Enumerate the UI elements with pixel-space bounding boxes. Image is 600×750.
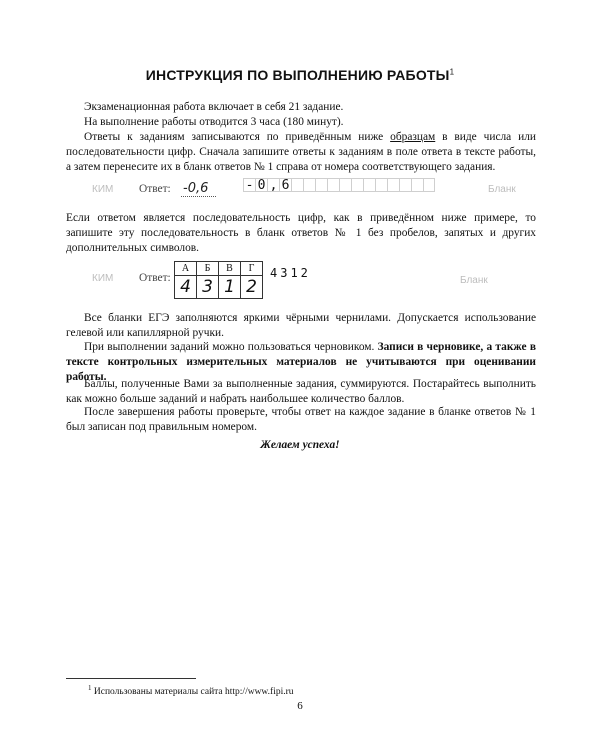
footnote [88,684,294,697]
blank-cell: , [267,178,279,192]
answers-instructions [66,130,536,175]
grid-header-a: А [175,262,197,276]
rules-p2-text: При выполнении заданий можно пользоваться черновиком. [84,341,378,353]
sequence-instructions: Если ответом является последовательность цифр, как в приведённом ниже примере, то запишите эту последовательность в бланк ответов № 1 без пробелов, запятых и других дополнительных символов. [66,212,536,254]
title-text: ИНСТРУКЦИЯ ПО ВЫПОЛНЕНИЮ РАБОТЫ [145,67,450,83]
blank-cells-1 [243,178,435,192]
answers-text-post: в виде числа или последовательности цифр. Сначала запишите ответы к заданиям в поле ответа в тексте работы, а затем перенесите их в бланк ответов № 1 справа от номера соответствующего задания. [66,131,537,173]
kim-label-1: КИМ [92,184,114,195]
intro-line-2 [66,115,536,130]
grid-header-b: Б [197,262,219,276]
blank-cell [291,178,303,192]
grid-value-v: 1 [219,276,241,299]
intro-line-1-text: Экзаменационная работа включает в себя 21 задание. [84,101,344,113]
intro-line-2-text: На выполнение работы отводится 3 часа (180 минут). [84,116,344,128]
blank-cell: - [243,178,255,192]
grid-header-v: В [219,262,241,276]
blank-cell: 0 [255,178,267,192]
footnote-ref: 1 [88,684,92,692]
rules-p1: Все бланки ЕГЭ заполняются яркими чёрными чернилами. Допускается использование гелевой или капиллярной ручки. [66,312,536,339]
rules-p3: Баллы, полученные Вами за выполненные задания, суммируются. Постарайтесь выполнить как можно больше заданий и набрать наибольшее количество баллов. [66,378,536,405]
blank-cell [303,178,315,192]
blank-cell [351,178,363,192]
samples-link: образцам [390,131,436,143]
answer-grid [174,261,263,299]
title-footnote-ref: 1 [449,67,455,77]
page-title [0,67,600,83]
blank-cell [423,178,435,192]
blank-cell [339,178,351,192]
answer-grid-value-row [175,276,263,299]
footnote-rule [66,678,196,679]
blank-cell [375,178,387,192]
grid-value-b: 3 [197,276,219,299]
blank-cell [399,178,411,192]
blank-cell [315,178,327,192]
blank-sequence: 4312 [270,266,311,280]
kim-label-2: КИМ [92,273,114,284]
blank-label-2: Бланк [460,275,488,286]
rules-p2-bold: Записи в черновике, а также в тексте контрольных измерительных материалов не учитываются при оценивании работы. [66,341,536,383]
blank-cell [363,178,375,192]
blank-cell [327,178,339,192]
answer-grid-header-row [175,262,263,276]
grid-value-g: 2 [241,276,263,299]
blank-cell: 6 [279,178,291,192]
rules-p4: После завершения работы проверьте, чтобы ответ на каждое задание в бланке ответов № 1 был записан под правильным номером. [66,406,536,433]
answers-text-pre: Ответы к заданиям записываются по приведённым ниже [84,131,391,143]
wish-text: Желаем успеха! [260,439,340,451]
blank-cell [387,178,399,192]
answer-word-1: Ответ: [139,183,171,195]
blank-label-1: Бланк [488,184,516,195]
answer-word-2: Ответ: [139,272,171,284]
grid-header-g: Г [241,262,263,276]
blank-cell [411,178,423,192]
intro-line-1 [66,100,536,115]
page-number: 6 [297,700,303,712]
handwritten-answer-1: -0,6 [181,181,216,197]
footnote-text: Использованы материалы сайта http://www.fipi.ru [91,687,294,698]
grid-value-a: 4 [175,276,197,299]
